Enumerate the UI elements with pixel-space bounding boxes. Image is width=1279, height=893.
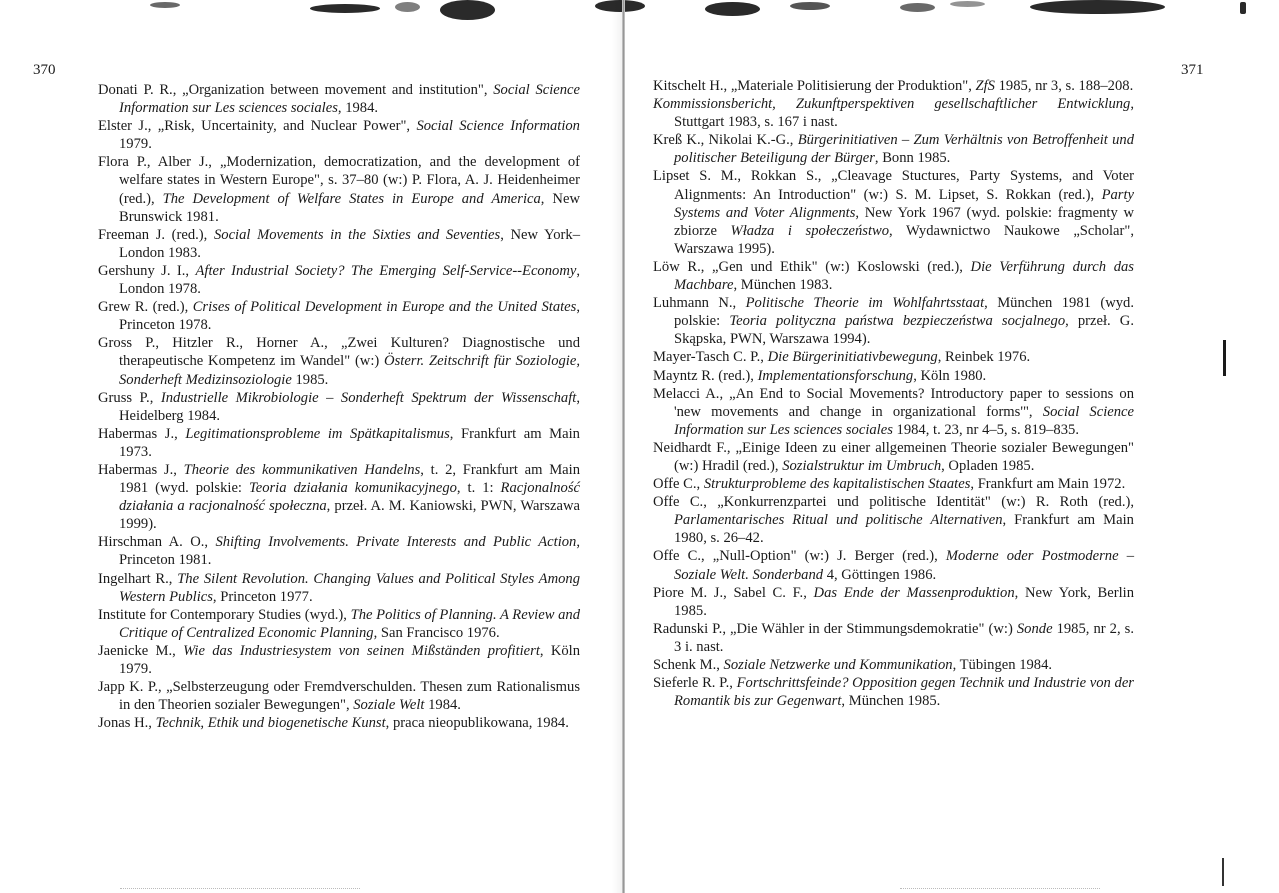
entry-title: Fortschrittsfeinde? Opposition gegen Technik und Industrie von der Romantik bis zur Gegenwart [674, 675, 1134, 710]
entry-title: Theorie des kommunikativen Handelns [183, 461, 421, 478]
entry-text: , London 1978. [119, 262, 580, 298]
entry-text: , München 1985. [841, 693, 941, 710]
entry-title: Racjonalność działania a racjonalność społeczna [119, 480, 580, 515]
bibliography-entry [653, 367, 1134, 385]
bibliography-entry [653, 131, 1134, 167]
entry-text: Donati P. R., „Organization between movement and institution", [98, 82, 494, 98]
bibliography-entry [98, 117, 580, 153]
entry-title: Bürgerinitiativen – Zum Verhältnis von Betroffenheit und politischer Beteiligung der Bürger [674, 132, 1134, 167]
entry-text: Gross P., Hitzler R., Horner A., „Zwei Kulturen? Diagnostische und therapeutische Kompetenz im Wandel" (w:) [98, 335, 580, 370]
entry-text: Mayntz R. (red.), [653, 367, 758, 384]
entry-text: , 1984. [337, 100, 379, 117]
entry-text: , praca nieopublikowana, 1984. [385, 715, 569, 732]
entry-text: Hirschman A. O., [98, 534, 216, 551]
entry-text: , Frankfurt am Main 1980, s. 26–42. [674, 512, 1134, 547]
edge-mark [1222, 858, 1224, 886]
entry-title: Social Science Information [416, 118, 580, 135]
entry-text: Flora P., Alber J., „Modernization, democratization, and the development of welfare states in Western Europe", s. 37–80 (w:) P. Flora, A. J. Heidenheimer (red.), [98, 154, 580, 207]
entry-title: The Politics of Planning. A Review and Critique of Centralized Economic Planning [119, 606, 581, 641]
bibliography-entry [98, 81, 580, 117]
entry-text: , Opladen 1985. [941, 457, 1035, 474]
entry-title: Teoria działania komunikacyjnego [248, 480, 457, 497]
entry-title: Social Science Information sur Les sciences sociales [119, 82, 580, 117]
page-number-left: 370 [33, 62, 56, 78]
bibliography-entry [98, 153, 580, 225]
entry-title: The Development of Welfare States in Europe and America [162, 190, 541, 207]
bibliography-entry [653, 547, 1134, 583]
bibliography-entry [98, 298, 580, 334]
entry-text: Offe C., „Konkurrenzpartei und politische Identität" (w:) R. Roth (red.), [653, 494, 1134, 511]
bibliography-entry [98, 678, 580, 714]
bibliography-entry [653, 294, 1134, 348]
entry-text: , New York–London 1983. [119, 226, 580, 261]
entry-text: Neidhardt F., „Einige Ideen zu einer allgemeinen Theorie sozialer Bewegungen" (w:) Hradil (red.), [653, 439, 1134, 474]
bibliography-entry [653, 439, 1134, 475]
entry-text: , New York, Berlin 1985. [674, 584, 1134, 619]
bibliography-entry [98, 533, 580, 569]
entry-title: Social Movements in the Sixties and Seventies [213, 226, 501, 243]
entry-text: 1985. [291, 371, 329, 388]
entry-text: , t. 1: [456, 480, 501, 497]
entry-text: Grew R. (red.), [98, 299, 193, 316]
bibliography-entry [653, 656, 1134, 674]
entry-title: Politische Theorie im Wohlfahrtsstaat [745, 295, 985, 312]
page-number-right: 371 [1181, 62, 1204, 78]
entry-text: , przeł. G. Skąpska, PWN, Warszawa 1994). [674, 313, 1134, 348]
entry-text: Elster J., „Risk, Uncertainity, and Nuclear Power", [98, 118, 417, 135]
entry-text: , Köln 1980. [913, 367, 987, 384]
scan-artifacts [0, 0, 1279, 22]
entry-text: Gruss P., [98, 389, 161, 406]
entry-text: , Frankfurt am Main 1973. [119, 425, 580, 460]
entry-text: , Heidelberg 1984. [119, 389, 580, 424]
entry-text: , przeł. A. M. Kaniowski, PWN, Warszawa 1999). [119, 498, 580, 533]
entry-text: , Köln 1979. [119, 642, 580, 677]
entry-text: Mayer-Tasch C. P., [653, 349, 768, 366]
margin-mark [1223, 340, 1226, 376]
bibliography-entry [98, 714, 580, 732]
entry-text: , Bonn 1985. [874, 150, 951, 167]
entry-text: Gershuny J. I., [98, 262, 196, 279]
entry-text: , Princeton 1981. [119, 534, 580, 569]
bibliography-entry [653, 167, 1134, 257]
entry-title: Industrielle Mikrobiologie – Sonderheft Spektrum der Wissenschaft [160, 389, 577, 406]
scan-dotline-left [120, 887, 360, 889]
entry-text: , t. 2, Frankfurt am Main 1981 (wyd. polskie: [119, 461, 581, 497]
scan-dotline-right [900, 887, 1100, 889]
book-gutter [622, 0, 625, 893]
entry-title: ZfS [975, 78, 995, 94]
bibliography-entry [98, 425, 580, 461]
bibliography-entry [653, 348, 1134, 366]
entry-text: Jaenicke M., [98, 642, 184, 659]
entry-text: , San Francisco 1976. [373, 624, 500, 641]
entry-text: , Frankfurt am Main 1972. [970, 476, 1126, 493]
entry-text: 1984. [424, 697, 461, 714]
entry-title: Wie das Industriesystem von seinen Mißständen profitiert [183, 642, 540, 659]
entry-title: Crises of Political Development in Europe and the United States [192, 299, 577, 316]
bibliography-column-left [98, 81, 580, 732]
entry-text: Sieferle R. P., [653, 675, 737, 692]
bibliography-entry [653, 620, 1134, 656]
bibliography-entry [653, 95, 1134, 131]
entry-title: Party Systems and Voter Alignments [674, 186, 1134, 221]
bibliography-entry [98, 334, 580, 388]
entry-text: 1985, nr 3, s. 188–208. [994, 78, 1134, 94]
entry-text: Jonas H., [98, 715, 156, 732]
entry-title: Soziale Welt [353, 697, 425, 714]
bibliography-entry [98, 226, 580, 262]
entry-title: Implementationsforschung [757, 367, 914, 384]
entry-text: Japp K. P., „Selbsterzeugung oder Fremdverschulden. Thesen zum Rationalismus in den Theorien sozialer Bewegungen", [98, 679, 580, 714]
entry-text: Habermas J., [98, 461, 184, 478]
entry-text: Melacci A., „An End to Social Movements? Introductory paper to sessions on 'new movements and change in organizational forms'", [653, 385, 1134, 420]
entry-text: Offe C., „Null-Option" (w:) J. Berger (red.), [653, 548, 946, 565]
entry-title: Sonde [1016, 620, 1053, 637]
entry-title: Die Bürgerinitiativbewegung [767, 349, 938, 366]
entry-text: Institute for Contemporary Studies (wyd.), [98, 606, 351, 623]
entry-title: Strukturprobleme des kapitalistischen Staates [703, 476, 971, 493]
bibliography-entry [98, 642, 580, 678]
bibliography-entry [653, 258, 1134, 294]
entry-title: Sozialstruktur im Umbruch [782, 457, 942, 474]
bibliography-column-right [653, 77, 1134, 710]
entry-text: 1985, nr 2, s. 3 i. nast. [674, 620, 1134, 655]
entry-text: 4, Göttingen 1986. [823, 566, 937, 583]
entry-text: 1984, t. 23, nr 4–5, s. 819–835. [892, 421, 1079, 438]
entry-text: Kreß K., Nikolai K.-G., [653, 132, 798, 149]
entry-text: , Stuttgart 1983, s. 167 i nast. [674, 96, 1134, 131]
bibliography-entry [98, 570, 580, 606]
bibliography-entry [653, 475, 1134, 493]
entry-text: , München 1983. [733, 277, 833, 294]
entry-text: Offe C., [653, 476, 704, 493]
entry-text: Schenk M., [653, 657, 724, 673]
entry-text: Luhmann N., [653, 295, 746, 312]
entry-title: Legitimationsprobleme im Spätkapitalismus [185, 425, 450, 442]
entry-title: Die Verführung durch das Machbare [674, 258, 1134, 294]
entry-title: Władza i społeczeństwo [730, 222, 890, 239]
entry-title: Teoria polityczna państwa bezpieczeństwa socjalnego [729, 313, 1066, 330]
bibliography-entry [98, 606, 580, 642]
entry-title: Social Science Information sur Les sciences sociales [674, 403, 1134, 438]
entry-text: , Princeton 1977. [212, 588, 313, 605]
entry-title: Das Ende der Massenproduktion [813, 584, 1015, 601]
bibliography-entry [98, 461, 580, 533]
entry-text: , Reinbek 1976. [937, 349, 1031, 366]
entry-text: Radunski P., „Die Wähler in der Stimmungsdemokratie" (w:) [653, 620, 1017, 637]
entry-title: Technik, Ethik und biogenetische Kunst [155, 715, 386, 732]
entry-text: , Wydawnictwo Naukowe „Scholar", Warszawa 1995). [674, 222, 1134, 257]
entry-text: 1979. [119, 136, 152, 153]
entry-text: Löw R., „Gen und Ethik" (w:) Koslowski (red.), [653, 258, 971, 275]
bibliography-entry [653, 385, 1134, 439]
entry-title: Moderne oder Postmoderne – Soziale Welt. Sonderband [674, 548, 1134, 583]
entry-text: Ingelhart R., [98, 570, 178, 587]
entry-text: Habermas J., [98, 425, 186, 442]
bibliography-entry [98, 389, 580, 425]
entry-title: The Silent Revolution. Changing Values and Political Styles Among Western Publics [119, 570, 580, 605]
entry-title: After Industrial Society? The Emerging Self-Service--Economy [195, 262, 577, 279]
entry-text: , München 1981 (wyd. polskie: [674, 295, 1134, 330]
bibliography-entry [653, 584, 1134, 620]
entry-text: , Princeton 1978. [119, 299, 580, 334]
entry-text: , New Brunswick 1981. [119, 190, 580, 225]
entry-title: Österr. Zeitschrift für Soziologie, Sonderheft Medizinsoziologie [119, 353, 580, 388]
entry-text: Lipset S. M., Rokkan S., „Cleavage Stuctures, Party Systems, and Voter Alignments: An Introduction" (w:) S. M. Lipset, S. Rokkan (red.), [653, 168, 1134, 203]
entry-title: Kommissionsbericht, Zukunftperspektiven gesellschaftlicher Entwicklung [653, 96, 1131, 113]
entry-title: Soziale Netzwerke und Kommunikation [723, 657, 953, 673]
entry-text: Kitschelt H., „Materiale Politisierung der Produktion", [653, 78, 976, 94]
entry-title: Parlamentarisches Ritual und politische Alternativen [674, 512, 1003, 529]
bibliography-entry [98, 262, 580, 298]
bibliography-entry [653, 674, 1134, 710]
bibliography-entry [653, 77, 1134, 95]
entry-text: , New York 1967 (wyd. polskie: fragmenty w zbiorze [674, 204, 1134, 239]
entry-title: Shifting Involvements. Private Interests and Public Action [215, 534, 577, 551]
entry-text: , Tübingen 1984. [952, 657, 1053, 673]
bibliography-entry [653, 493, 1134, 547]
entry-text: Piore M. J., Sabel C. F., [653, 584, 814, 601]
entry-text: Freeman J. (red.), [98, 226, 214, 243]
